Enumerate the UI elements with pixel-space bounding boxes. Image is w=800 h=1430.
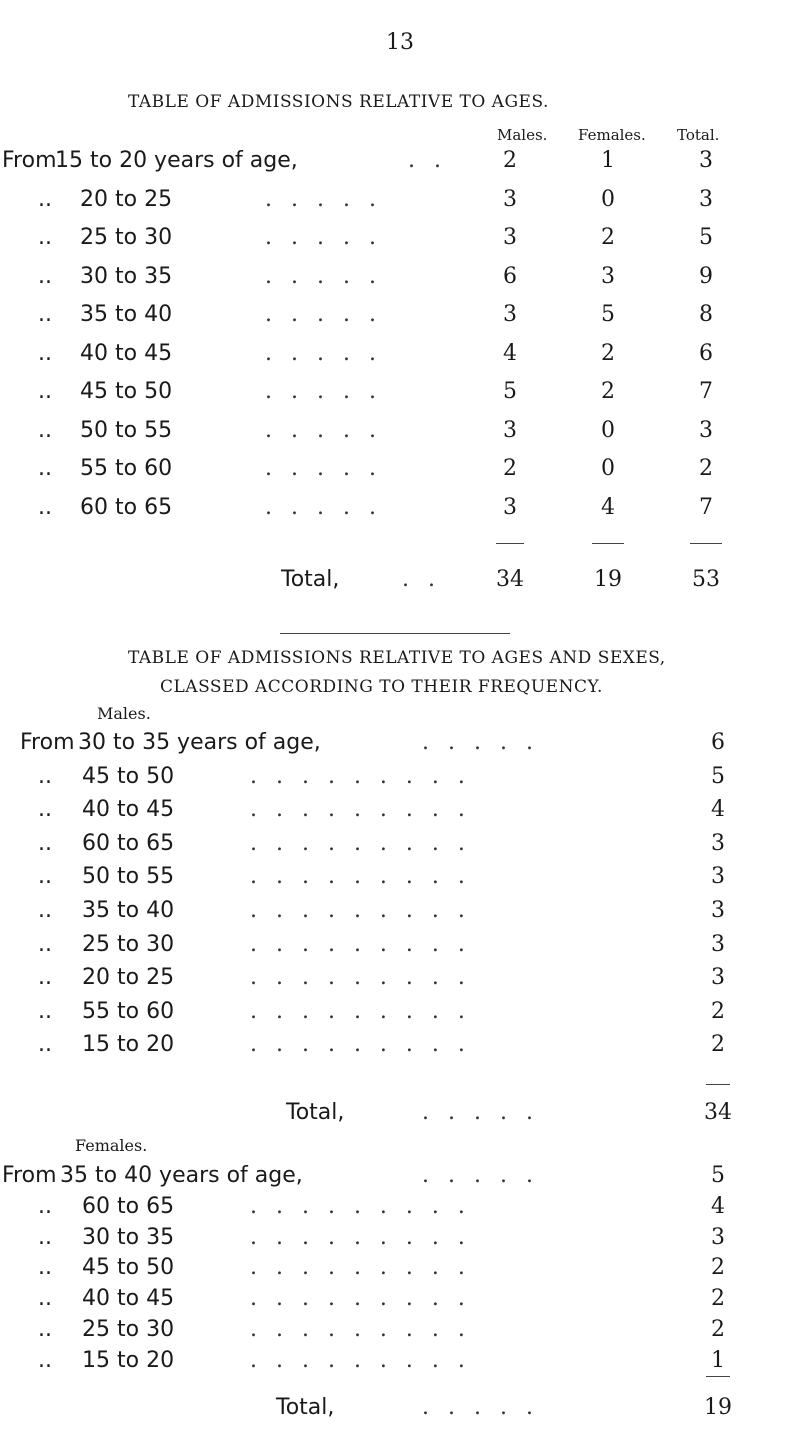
row-prefix: .. xyxy=(38,965,52,991)
count-value: 3 xyxy=(711,1224,725,1250)
total-males: 34 xyxy=(496,567,524,592)
leader-dots: . . . . . . . . . xyxy=(250,1317,471,1342)
list-item xyxy=(0,1163,800,1197)
leader-dots: . . . . . . . . . xyxy=(250,1347,471,1373)
row-age-range: 40 to 45 xyxy=(80,340,173,366)
rule-females xyxy=(592,543,624,544)
list-item xyxy=(0,1194,800,1228)
males-value: 2 xyxy=(503,456,517,481)
females-value: 2 xyxy=(601,225,615,250)
males-value: 3 xyxy=(503,225,517,250)
total-value: 7 xyxy=(699,379,713,404)
females-value: 4 xyxy=(601,494,615,520)
list-item xyxy=(0,1255,800,1289)
row-age-range: 35 to 40 xyxy=(82,898,175,923)
row-prefix: .. xyxy=(38,263,52,289)
count-value: 2 xyxy=(711,1032,725,1058)
count-value: 3 xyxy=(711,898,725,923)
row-prefix: .. xyxy=(38,1255,52,1281)
leader-dots: . . . . . . . . . xyxy=(250,1255,471,1281)
list-item xyxy=(0,965,800,999)
row-prefix: .. xyxy=(38,379,52,404)
row-age-range: 15 to 20 years of age, xyxy=(55,148,298,173)
row-age-range: 55 to 60 xyxy=(82,998,175,1024)
row-prefix: .. xyxy=(38,797,52,823)
row-age-range: 50 to 55 xyxy=(82,864,175,890)
total-value: 8 xyxy=(699,302,713,327)
row-age-range: 30 to 35 xyxy=(82,1224,175,1250)
count-value: 4 xyxy=(711,797,725,823)
table-row xyxy=(0,418,800,452)
row-age-range: 60 to 65 xyxy=(82,830,175,856)
row-prefix: .. xyxy=(38,225,52,250)
list-item xyxy=(0,831,800,865)
row-age-range: 50 to 55 xyxy=(80,417,173,443)
page-number: 13 xyxy=(386,30,414,55)
row-prefix: .. xyxy=(38,302,52,327)
total-label: Total, xyxy=(281,567,340,592)
total-value: 6 xyxy=(699,340,713,366)
table-row xyxy=(0,187,800,221)
row-age-range: 15 to 20 xyxy=(82,1032,175,1058)
total-value: 3 xyxy=(699,148,713,173)
row-age-range: 35 to 40 years of age, xyxy=(60,1163,303,1188)
leader-dots: . . . . . . . . . xyxy=(250,797,471,823)
leader-dots: . . . . . xyxy=(265,225,382,250)
row-age-range: 20 to 25 xyxy=(82,965,175,991)
leader-dots: . . . . . . . . . xyxy=(250,864,471,890)
table-row xyxy=(0,341,800,375)
list-item xyxy=(0,1032,800,1066)
leader-dots: . . . . . xyxy=(265,494,382,520)
row-prefix: .. xyxy=(38,340,52,366)
row-age-range: 60 to 65 xyxy=(80,494,173,520)
females-value: 2 xyxy=(601,340,615,366)
leader-dots: . . . . . xyxy=(265,340,382,366)
rule-females-total xyxy=(706,1376,730,1377)
females-value: 0 xyxy=(601,456,615,481)
row-prefix: .. xyxy=(38,1224,52,1250)
leader-dots: . . . . . xyxy=(265,302,382,327)
list-item xyxy=(0,1317,800,1351)
count-value: 5 xyxy=(711,1163,725,1188)
leader-dots: . . . . . xyxy=(422,1163,539,1188)
leader-dots: . . . . . . . . . xyxy=(250,1286,471,1312)
row-age-range: 25 to 30 xyxy=(80,225,173,250)
females-value: 2 xyxy=(601,379,615,404)
leader-dots: . . . . . xyxy=(265,417,382,443)
row-age-range: 15 to 20 xyxy=(82,1347,175,1373)
females-total-label: Total, xyxy=(276,1395,335,1420)
males-heading: Males. xyxy=(97,704,151,723)
males-value: 3 xyxy=(503,186,517,212)
count-value: 3 xyxy=(711,830,725,856)
males-total-row xyxy=(0,1100,800,1134)
leader-dots: . . xyxy=(408,148,447,173)
leader-dots: . . . . . xyxy=(422,730,539,755)
count-value: 3 xyxy=(711,864,725,890)
table1-total-row xyxy=(0,567,800,601)
row-prefix: .. xyxy=(38,931,52,957)
row-age-range: 30 to 35 years of age, xyxy=(78,730,321,755)
total-all: 53 xyxy=(692,567,720,592)
males-value: 5 xyxy=(503,379,517,404)
row-age-range: 30 to 35 xyxy=(80,263,173,289)
males-total: 34 xyxy=(704,1100,732,1125)
count-value: 6 xyxy=(711,730,725,755)
row-age-range: 55 to 60 xyxy=(80,456,173,481)
leader-dots: . . xyxy=(402,567,441,592)
row-age-range: 40 to 45 xyxy=(82,797,175,823)
males-value: 2 xyxy=(503,148,517,173)
row-prefix: .. xyxy=(38,1286,52,1312)
row-age-range: 45 to 50 xyxy=(82,763,175,789)
females-value: 1 xyxy=(601,148,615,173)
leader-dots: . . . . . . . . . xyxy=(250,763,471,789)
count-value: 2 xyxy=(711,1255,725,1281)
females-value: 0 xyxy=(601,417,615,443)
leader-dots: . . . . . . . . . xyxy=(250,965,471,991)
total-value: 2 xyxy=(699,456,713,481)
leader-dots: . . . . . xyxy=(265,456,382,481)
list-item xyxy=(0,797,800,831)
row-prefix: From xyxy=(2,1163,57,1188)
leader-dots: . . . . . xyxy=(265,263,382,289)
leader-dots: . . . . . xyxy=(422,1395,539,1420)
females-total: 19 xyxy=(704,1395,732,1420)
list-item xyxy=(0,1225,800,1259)
males-total-label: Total, xyxy=(286,1100,345,1125)
males-value: 3 xyxy=(503,494,517,520)
row-age-range: 25 to 30 xyxy=(82,1317,175,1342)
leader-dots: . . . . . . . . . xyxy=(250,1193,471,1219)
leader-dots: . . . . . . . . . xyxy=(250,1224,471,1250)
table1-title: TABLE OF ADMISSIONS RELATIVE TO AGES. xyxy=(128,92,549,112)
leader-dots: . . . . . . . . . xyxy=(250,1032,471,1058)
count-value: 1 xyxy=(711,1347,725,1373)
females-heading: Females. xyxy=(75,1136,148,1155)
males-value: 3 xyxy=(503,302,517,327)
total-females: 19 xyxy=(594,567,622,592)
row-prefix: .. xyxy=(38,1317,52,1342)
rule-males xyxy=(496,543,524,544)
females-value: 0 xyxy=(601,186,615,212)
row-prefix: .. xyxy=(38,1193,52,1219)
row-age-range: 60 to 65 xyxy=(82,1193,175,1219)
count-value: 3 xyxy=(711,931,725,957)
row-age-range: 45 to 50 xyxy=(80,379,173,404)
row-prefix: .. xyxy=(38,998,52,1024)
row-age-range: 40 to 45 xyxy=(82,1286,175,1312)
total-value: 3 xyxy=(699,186,713,212)
row-age-range: 20 to 25 xyxy=(80,186,173,212)
count-value: 2 xyxy=(711,998,725,1024)
row-prefix: .. xyxy=(38,1347,52,1373)
total-value: 7 xyxy=(699,494,713,520)
header-total: Total. xyxy=(677,126,720,144)
row-prefix: .. xyxy=(38,864,52,890)
table-row xyxy=(0,379,800,413)
table-row xyxy=(0,225,800,259)
header-females: Females. xyxy=(578,126,646,144)
count-value: 3 xyxy=(711,965,725,991)
females-value: 3 xyxy=(601,263,615,289)
leader-dots: . . . . . xyxy=(265,186,382,212)
list-item xyxy=(0,730,800,764)
table2-title-line1: TABLE OF ADMISSIONS RELATIVE TO AGES AND SEXES, xyxy=(128,648,666,668)
section-divider xyxy=(280,633,510,634)
count-value: 5 xyxy=(711,763,725,789)
row-prefix: .. xyxy=(38,1032,52,1058)
females-total-row xyxy=(0,1395,800,1429)
list-item xyxy=(0,999,800,1033)
table-row xyxy=(0,495,800,529)
table-row xyxy=(0,302,800,336)
row-age-range: 25 to 30 xyxy=(82,931,175,957)
leader-dots: . . . . . xyxy=(265,379,382,404)
header-males: Males. xyxy=(497,126,548,144)
row-prefix: .. xyxy=(38,456,52,481)
count-value: 2 xyxy=(711,1286,725,1312)
list-item xyxy=(0,1286,800,1320)
leader-dots: . . . . . . . . . xyxy=(250,898,471,923)
table-row xyxy=(0,456,800,490)
list-item xyxy=(0,1348,800,1382)
rule-total xyxy=(690,543,722,544)
males-value: 6 xyxy=(503,263,517,289)
table-row xyxy=(0,148,800,182)
total-value: 3 xyxy=(699,417,713,443)
leader-dots: . . . . . . . . . xyxy=(250,931,471,957)
row-prefix: .. xyxy=(38,494,52,520)
row-prefix: .. xyxy=(38,417,52,443)
list-item xyxy=(0,898,800,932)
males-value: 3 xyxy=(503,417,517,443)
row-prefix: From xyxy=(2,148,57,173)
count-value: 4 xyxy=(711,1193,725,1219)
row-prefix: .. xyxy=(38,186,52,212)
list-item xyxy=(0,864,800,898)
row-prefix: .. xyxy=(38,898,52,923)
table-row xyxy=(0,264,800,298)
leader-dots: . . . . . xyxy=(422,1100,539,1125)
list-item xyxy=(0,764,800,798)
row-age-range: 35 to 40 xyxy=(80,302,173,327)
leader-dots: . . . . . . . . . xyxy=(250,998,471,1024)
table2-title-line2: CLASSED ACCORDING TO THEIR FREQUENCY. xyxy=(160,677,603,697)
count-value: 2 xyxy=(711,1317,725,1342)
total-value: 5 xyxy=(699,225,713,250)
row-prefix: .. xyxy=(38,830,52,856)
rule-males-total xyxy=(706,1084,730,1085)
row-age-range: 45 to 50 xyxy=(82,1255,175,1281)
row-prefix: .. xyxy=(38,763,52,789)
row-prefix: From xyxy=(20,730,75,755)
females-value: 5 xyxy=(601,302,615,327)
males-value: 4 xyxy=(503,340,517,366)
list-item xyxy=(0,932,800,966)
total-value: 9 xyxy=(699,263,713,289)
leader-dots: . . . . . . . . . xyxy=(250,830,471,856)
